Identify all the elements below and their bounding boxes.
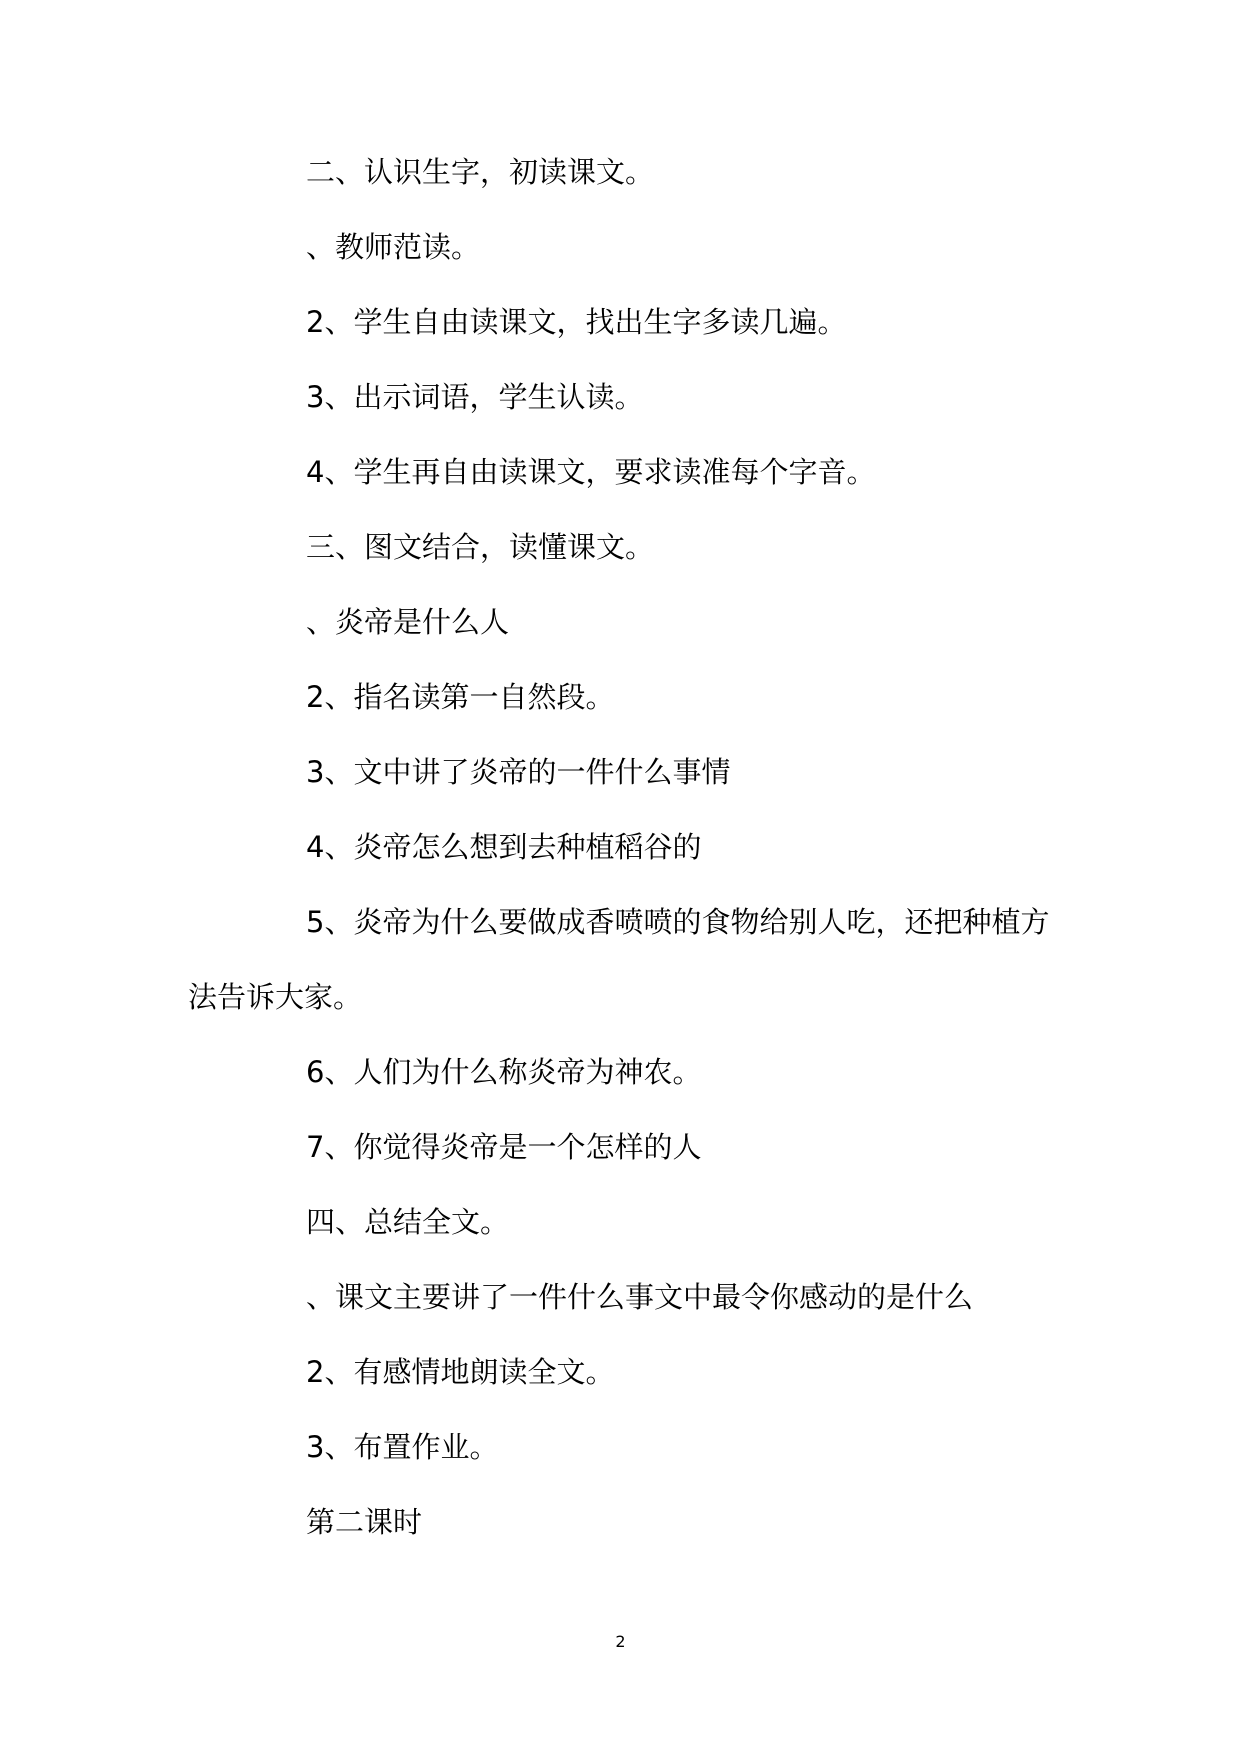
paragraph-line: 3、文中讲了炎帝的一件什么事情 — [306, 755, 731, 789]
paragraph-line: 2、指名读第一自然段。 — [306, 680, 615, 714]
section-heading-2: 二、认识生字，初读课文。 — [306, 155, 655, 189]
paragraph-line: 、教师范读。 — [306, 230, 481, 264]
page-number: 2 — [615, 1632, 626, 1651]
paragraph-line-continuation: 法告诉大家。 — [188, 980, 363, 1014]
paragraph-line: 2、有感情地朗读全文。 — [306, 1355, 615, 1389]
paragraph-line: 、课文主要讲了一件什么事文中最令你感动的是什么 — [306, 1280, 974, 1314]
paragraph-line: 3、出示词语，学生认读。 — [306, 380, 644, 414]
paragraph-line: 4、学生再自由读课文，要求读准每个字音。 — [306, 455, 876, 489]
paragraph-line: 、炎帝是什么人 — [306, 605, 510, 639]
lesson-heading: 第二课时 — [306, 1505, 423, 1539]
paragraph-line: 7、你觉得炎帝是一个怎样的人 — [306, 1130, 702, 1164]
paragraph-line: 2、学生自由读课文，找出生字多读几遍。 — [306, 305, 847, 339]
paragraph-line: 4、炎帝怎么想到去种植稻谷的 — [306, 830, 702, 864]
paragraph-line: 5、炎帝为什么要做成香喷喷的食物给别人吃，还把种植方 — [306, 905, 1050, 939]
section-heading-3: 三、图文结合，读懂课文。 — [306, 530, 655, 564]
paragraph-line: 6、人们为什么称炎帝为神农。 — [306, 1055, 702, 1089]
paragraph-line: 3、布置作业。 — [306, 1430, 499, 1464]
section-heading-4: 四、总结全文。 — [306, 1205, 510, 1239]
